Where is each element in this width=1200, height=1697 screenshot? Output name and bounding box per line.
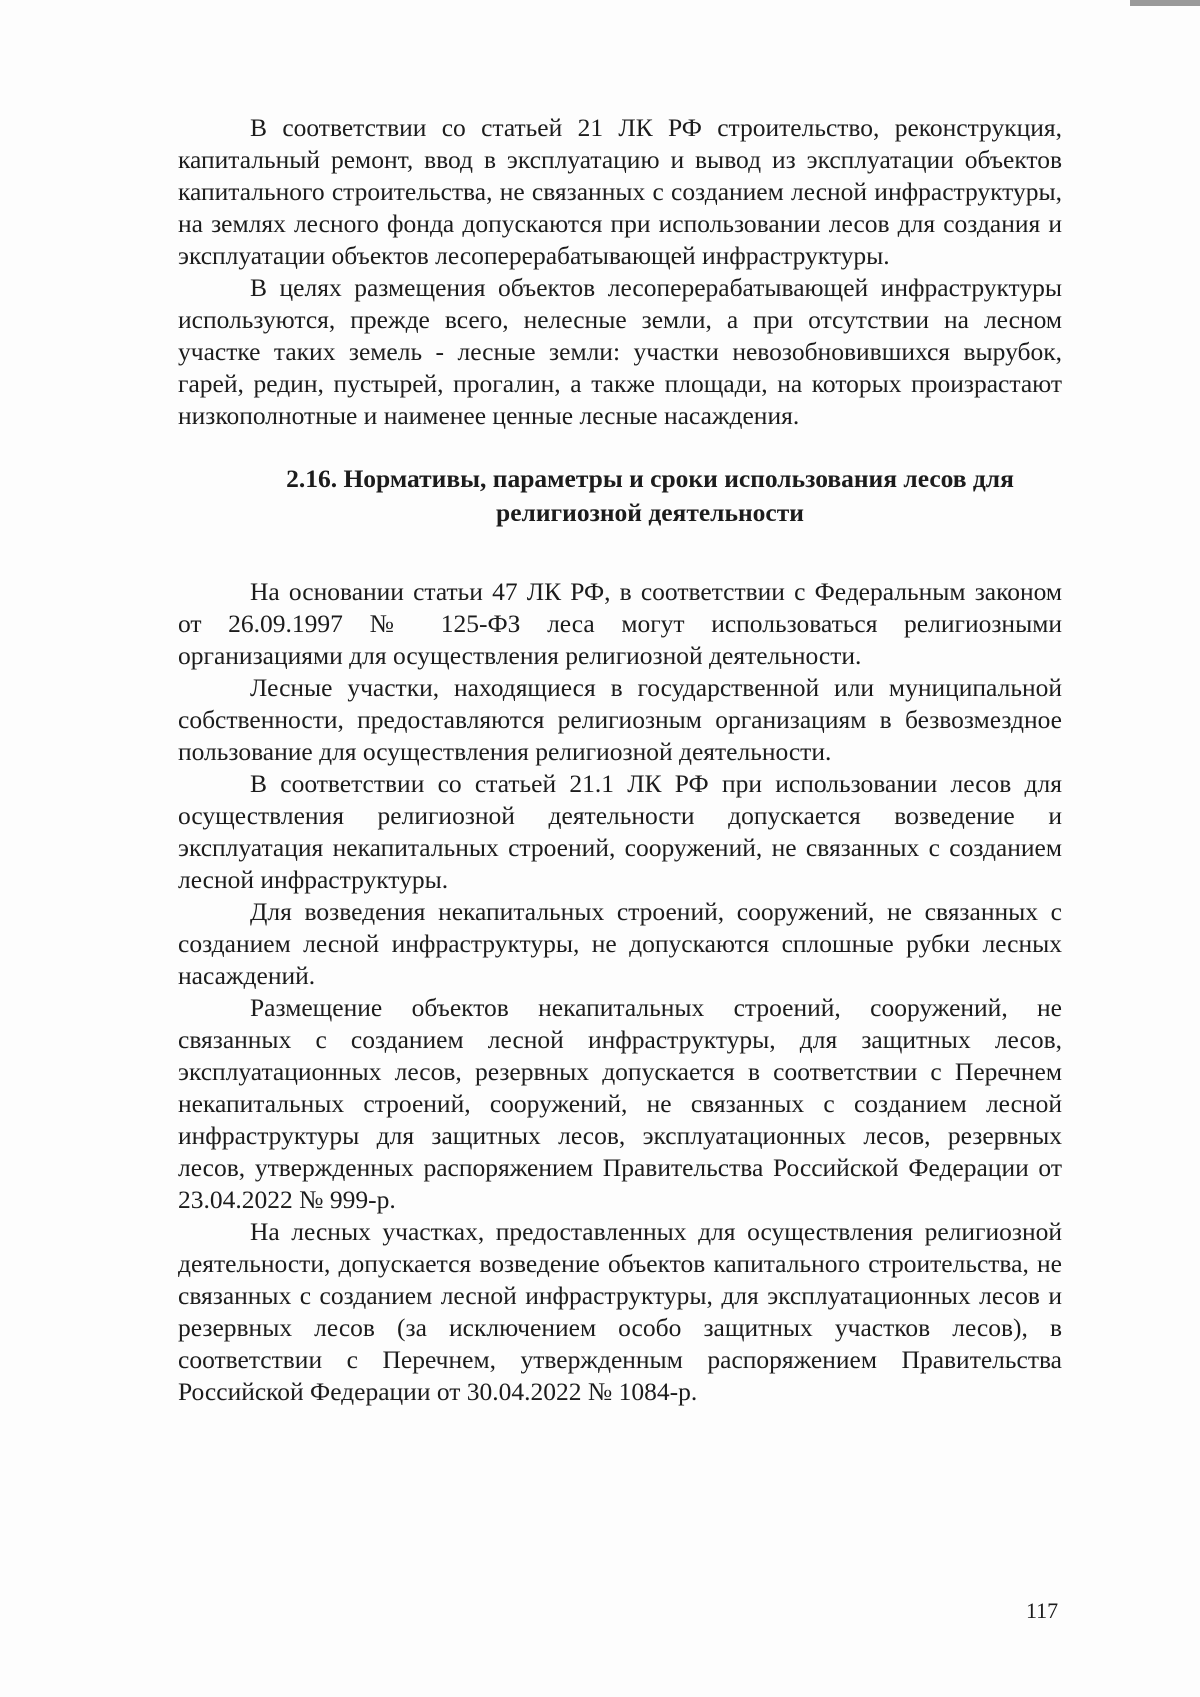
section-heading [178,462,1062,530]
page-number: 117 [1026,1598,1059,1623]
section-heading-line-2: религиозной деятельности [496,498,804,527]
paragraph-article-21-1: В соответствии со статьей 21.1 ЛК РФ при использовании лесов для осуществления религиозной деятельности допускается возведение и эксплуатация некапитальных строений, сооружений, не связанных с созданием лесной инфраструктуры. [178,769,1062,894]
paragraph-order-999: Размещение объектов некапитальных строений, сооружений, не связанных с созданием лесной инфраструктуры, для защитных лесов, эксплуатационных лесов, резервных допускается в соответствии с Перечнем некапитальных строений, сооружений, не связанных с созданием лесной инфраструктуры для защитных лесов, эксплуатационных лесов, резервных лесов, утвержденных распоряжением Правительства Российской Федерации от 23.04.2022 № 999-р. [178,993,1062,1214]
page-content [178,112,1062,1408]
paragraph-land-placement: В целях размещения объектов лесоперерабатывающей инфраструктуры используются, прежде всего, нелесные земли, а при отсутствии на лесном участке таких земель - лесные земли: участки невозобновившихся вырубок, гарей, редин, пустырей, прогалин, а также площади, на которых произрастают низкополнотные и наименее ценные лесные насаждения. [178,273,1062,430]
scan-edge-mark [1130,0,1200,6]
paragraph-article-47: На основании статьи 47 ЛК РФ, в соответствии с Федеральным законом от 26.09.1997 № 125-ФЗ леса могут использоваться религиозными организациями для осуществления религиозной деятельности. [178,577,1062,670]
paragraph-order-1084: На лесных участках, предоставленных для осуществления религиозной деятельности, допускается возведение объектов капитального строительства, не связанных с созданием лесной инфраструктуры, для эксплуатационных лесов и резервных лесов (за исключением особо защитных участков лесов), в соответствии с Перечнем, утвержденным распоряжением Правительства Российской Федерации от 30.04.2022 № 1084-р. [178,1217,1062,1406]
paragraph-construction-article-21: В соответствии со статьей 21 ЛК РФ строительство, реконструкция, капитальный ремонт, ввод в эксплуатацию и вывод из эксплуатации объектов капитального строительства, не связанных с созданием лесной инфраструктуры, на землях лесного фонда допускаются при использовании лесов для создания и эксплуатации объектов лесоперерабатывающей инфраструктуры. [178,113,1062,270]
paragraph-clear-cutting: Для возведения некапитальных строений, сооружений, не связанных с созданием лесной инфраструктуры, не допускаются сплошные рубки лесных насаждений. [178,897,1062,990]
section-heading-line-1: 2.16. Нормативы, параметры и сроки использования лесов для [286,464,1014,493]
paragraph-free-use: Лесные участки, находящиеся в государственной или муниципальной собственности, предоставляются религиозным организациям в безвозмездное пользование для осуществления религиозной деятельности. [178,673,1062,766]
